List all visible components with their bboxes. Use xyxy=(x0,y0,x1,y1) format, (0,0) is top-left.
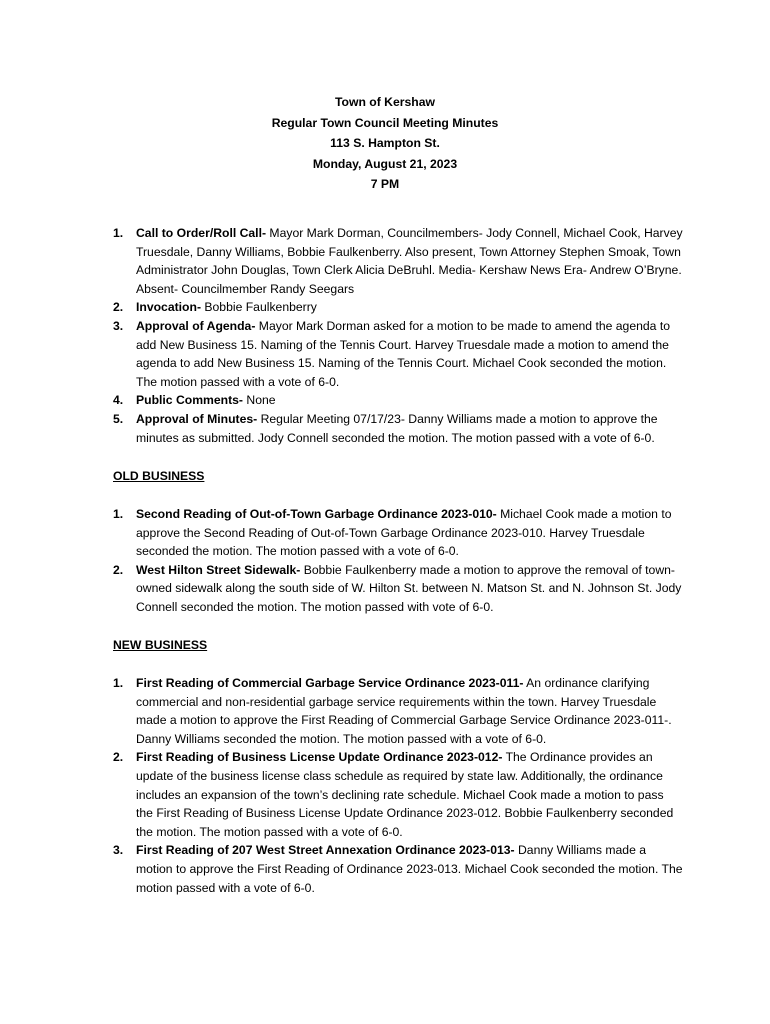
new-business-heading: NEW BUSINESS xyxy=(113,638,208,652)
item-text: Bobbie Faulkenberry made a motion to approve the removal of town-owned sidewalk along the south side of W. Hilton St. between N. Matson St. and N. Johnson St. Jody Connell seconded the motion. The motion passed with vote of 6-0. xyxy=(136,562,682,614)
meeting-time: 7 PM xyxy=(370,177,400,191)
item-title: Public Comments- xyxy=(136,393,243,408)
item-number: 3. xyxy=(113,318,124,333)
list-item xyxy=(113,674,683,748)
item-title: Call to Order/Roll Call- xyxy=(136,226,267,240)
item-title: First Reading of Business License Update Ordinance 2023-012- xyxy=(136,750,503,765)
item-title: Approval of Agenda- xyxy=(136,318,256,333)
item-text: None xyxy=(243,393,276,408)
old-business-heading: OLD BUSINESS xyxy=(113,469,205,483)
item-number: 2. xyxy=(113,750,124,765)
item-number: 1. xyxy=(113,507,124,521)
meeting-type: Regular Town Council Meeting Minutes xyxy=(271,115,499,130)
agenda-section xyxy=(113,224,683,447)
item-number: 2. xyxy=(113,562,124,577)
list-item xyxy=(113,391,683,410)
item-number: 1. xyxy=(113,676,124,690)
list-item xyxy=(113,748,683,841)
item-text: An ordinance clarifying commercial and non-residential garbage service requirements within the town. Harvey Truesdale made a motion to approve the First Reading of Commercial Garbage Service Ordinance 2023-011-. Danny Williams seconded the motion. The motion passed with a vote of 6-0. xyxy=(136,676,672,746)
meeting-address: 113 S. Hampton St. xyxy=(330,136,440,150)
meeting-date: Monday, August 21, 2023 xyxy=(312,156,458,171)
list-item xyxy=(113,224,683,298)
item-text: Bobbie Faulkenberry xyxy=(201,300,317,315)
list-item xyxy=(113,561,683,617)
item-number: 3. xyxy=(113,843,124,858)
list-item xyxy=(113,298,683,317)
new-business-list xyxy=(113,674,683,897)
item-text: Regular Meeting 07/17/23- Danny Williams made a motion to approve the minutes as submitted. Jody Connell seconded the motion. The motion passed with a vote of 6-0. xyxy=(136,411,658,445)
new-business-section xyxy=(113,674,683,897)
item-title: West Hilton Street Sidewalk- xyxy=(136,562,301,577)
agenda-list xyxy=(113,224,683,447)
item-text: The Ordinance provides an update of the business license class schedule as required by state law. Additionally, the ordinance includes an expansion of the town’s declining rate schedule. Michael Cook made a motion to pass the First Reading of Business License Update Ordinance 2023-012. Bobbie Faulkenberry seconded the motion. The motion passed with a vote of 6-0. xyxy=(136,750,674,839)
item-number: 1. xyxy=(113,226,124,240)
item-text: Mayor Mark Dorman asked for a motion to be made to amend the agenda to add New Business 15. Naming of the Tennis Court. Harvey Truesdale made a motion to amend the agenda to add New Business 15. Naming of the Tennis Court. Michael Cook seconded the motion. The motion passed with a vote of 6-0. xyxy=(136,318,671,389)
item-title: First Reading of Commercial Garbage Service Ordinance 2023-011- xyxy=(136,676,524,690)
list-item xyxy=(113,317,683,391)
item-title: Second Reading of Out-of-Town Garbage Ordinance 2023-010- xyxy=(136,507,497,521)
item-text: Michael Cook made a motion to approve the Second Reading of Out-of-Town Garbage Ordinance 2023-010. Harvey Truesdale seconded the motion. The motion passed with a vote of 6-0. xyxy=(136,507,672,559)
item-number: 4. xyxy=(113,393,124,408)
old-business-section xyxy=(113,505,683,617)
list-item xyxy=(113,410,683,447)
item-number: 2. xyxy=(113,300,124,315)
list-item xyxy=(113,505,683,561)
item-text: Danny Williams made a motion to approve the First Reading of Ordinance 2023-013. Michael Cook seconded the motion. The motion passed with a vote of 6-0. xyxy=(136,843,683,895)
minutes-header xyxy=(0,92,770,195)
item-title: Approval of Minutes- xyxy=(136,411,258,426)
item-title: Invocation- xyxy=(136,300,202,315)
list-item xyxy=(113,841,683,897)
old-business-list xyxy=(113,505,683,617)
town-name: Town of Kershaw xyxy=(335,95,435,109)
item-number: 5. xyxy=(113,411,124,426)
item-title: First Reading of 207 West Street Annexation Ordinance 2023-013- xyxy=(136,843,515,858)
item-text: Mayor Mark Dorman, Councilmembers- Jody Connell, Michael Cook, Harvey Truesdale, Danny Williams, Bobbie Faulkenberry. Also present, Town Attorney Stephen Smoak, Town Administrator John Douglas, Town Clerk Alicia DeBruhl. Media- Kershaw News Era- Andrew O’Bryne. Absent- Councilmember Randy Seegars xyxy=(136,226,683,296)
